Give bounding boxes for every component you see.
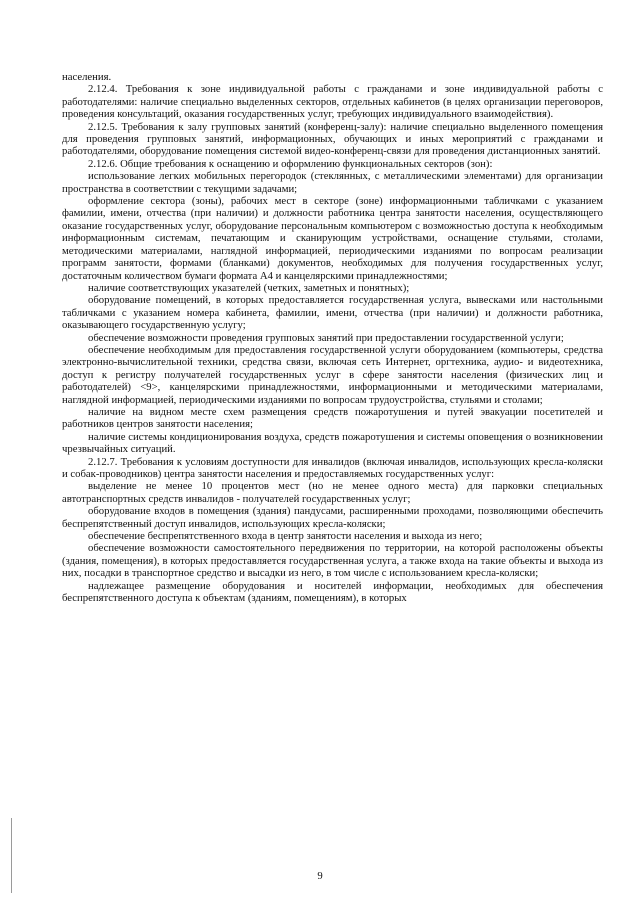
paragraph-parking: выделение не менее 10 процентов мест (но не менее одного места) для парковки специальных автотранспортных средств инвалидов - получателей государственных услуг; xyxy=(62,480,603,505)
paragraph-continuation: населения. xyxy=(62,71,112,83)
paragraph-signs: наличие соответствующих указателей (четких, заметных и понятных); xyxy=(88,281,410,294)
paragraph-room-equipment: оборудование помещений, в которых предоставляется государственная услуга, вывесками или настольными табличками с указанием номера кабинета, фамилии, имени, отчества (при наличии) и должности работника, оказывающего государственную услугу; xyxy=(62,294,603,332)
paragraph-2-12-7: 2.12.7. Требования к условиям доступности для инвалидов (включая инвалидов, использующих кресла-коляски и собак-проводников) центра занятости населения и предоставляемых государственных услуг: xyxy=(62,455,603,480)
paragraph-2-12-5: 2.12.5. Требования к залу групповых занятий (конференц-залу): наличие специально выделенного помещения для проведения групповых занятий, информационных, обучающих и иных мероприятий с гражданами и работодателями, оборудование помещения системой видео-конференц-связи для проведения дистанционных занятий. xyxy=(62,120,603,158)
paragraph-information-placement: надлежащее размещение оборудования и носителей информации, необходимых для обеспечения беспрепятственного доступа к объектам (зданиям, помещениям), в которых xyxy=(62,579,603,605)
paragraph-fire-schemes: наличие на видном месте схем размещения средств пожаротушения и путей эвакуации посетителей и работников центров занятости населения; xyxy=(62,405,603,431)
page-number: 9 xyxy=(317,870,323,882)
paragraph-sector-design: оформление сектора (зоны), рабочих мест в секторе (зоне) информационными табличками с указанием фамилии, имени, отчества (при наличии) и должности работника центра занятости населения, осуществляющего оказание государственных услуг, оборудование персональным компьютером с возможностью доступа к необходимым информационным системам, печатающим и сканирующим устройствами, оснащение стульями, столами, методическими материалами, наглядной информацией, периодическими изданиями по вопросам реализации программ занятости, формами (бланками) документов, необходимых для получения государственных услуг, достаточным количеством бумаги формата А4 и канцелярскими принадлежностями; xyxy=(62,195,603,282)
paragraph-partitions: использование легких мобильных перегородок (стеклянных, с металлическими элементами) для организации пространства в соответствии с текущими задачами; xyxy=(62,170,603,195)
paragraph-2-12-6: 2.12.6. Общие требования к оснащению и оформлению функциональных секторов (зон): xyxy=(88,157,493,170)
paragraph-entrance: обеспечение беспрепятственного входа в центр занятости населения и выхода из него; xyxy=(88,530,483,543)
paragraph-movement: обеспечение возможности самостоятельного передвижения по территории, на которой расположены объекты (здания, помещения), в которых предоставляется государственная услуга, а также входа на такие объекты и выхода из них, посадки в транспортное средство и высадки из него, в том числе с использованием кресла-коляски; xyxy=(62,542,603,580)
document-body xyxy=(62,71,603,604)
paragraph-air-conditioning: наличие системы кондиционирования воздуха, средств пожаротушения и системы оповещения о возникновении чрезвычайных ситуаций. xyxy=(62,430,603,456)
paragraph-group-sessions: обеспечение возможности проведения групповых занятий при предоставлении государственной услуги; xyxy=(88,331,564,344)
paragraph-2-12-4: 2.12.4. Требования к зоне индивидуальной работы с гражданами и зоне индивидуальной работы с работодателями: наличие специально выделенных секторов, отдельных кабинетов (в целях организации переговоров, проведения консультаций, оказания государственных услуг, требующих индивидуального взаимодействия). xyxy=(62,83,603,121)
paragraph-equipment-provision: обеспечение необходимым для предоставления государственной услуги оборудованием (компьютеры, средства электронно-вычислительной техники, средства связи, включая сеть Интернет, оргтехника, аудио- и видеотехника, доступ к регистру получателей государственных услуг в сфере занятости населения (физических лиц и работодателей) <9>, канцелярскими принадлежностями, информационными и методическими материалами, наглядной информацией, периодическими изданиями по вопросам трудоустройства, стульями и столами; xyxy=(62,343,603,406)
paragraph-ramps: оборудование входов в помещения (здания) пандусами, расширенными проходами, позволяющими обеспечить беспрепятственный доступ инвалидов, использующих кресла-коляски; xyxy=(62,505,603,530)
